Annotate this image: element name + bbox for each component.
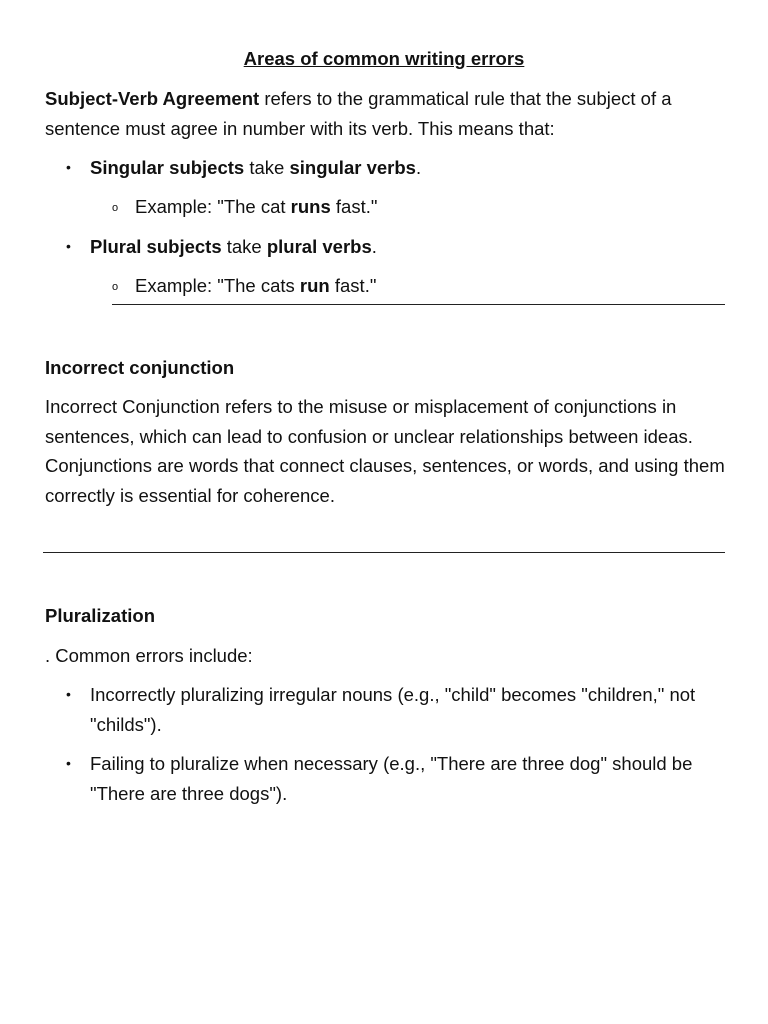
bullet-marker: • xyxy=(66,755,71,771)
document-title: Areas of common writing errors xyxy=(243,48,525,69)
example-singular xyxy=(135,192,725,222)
list-item-plural xyxy=(90,232,722,262)
section-divider xyxy=(43,552,725,553)
example-text: Example: "The cat xyxy=(135,196,291,217)
bullet-marker: • xyxy=(66,159,71,175)
bold-phrase: singular verbs xyxy=(289,157,416,178)
example-verb: runs xyxy=(290,196,331,217)
sub-bullet-marker: o xyxy=(112,281,119,293)
bold-phrase: Singular subjects xyxy=(90,157,245,178)
bold-phrase: Plural subjects xyxy=(90,236,222,257)
bullet-marker: • xyxy=(66,686,71,702)
example-verb: run xyxy=(299,275,330,296)
sub-bullet-marker: o xyxy=(112,202,119,214)
subject-verb-term: Subject-Verb Agreement xyxy=(45,88,260,109)
pluralization-heading: Pluralization xyxy=(45,605,155,626)
list-text: take xyxy=(244,157,290,178)
list-text: . xyxy=(371,236,377,257)
bullet-marker: • xyxy=(66,238,71,254)
subject-verb-paragraph xyxy=(45,84,727,143)
list-item-irregular-nouns: Incorrectly pluralizing irregular nouns (e.g., "child" becomes "children," not "childs"). xyxy=(90,684,696,735)
example-plural xyxy=(135,271,725,301)
conjunction-heading: Incorrect conjunction xyxy=(45,357,235,378)
section-divider xyxy=(112,304,725,305)
example-text: fast." xyxy=(330,196,378,217)
example-text: fast." xyxy=(329,275,377,296)
list-item-failing-to-pluralize: Failing to pluralize when necessary (e.g., "There are three dog" should be "There are three dogs"). xyxy=(90,753,693,804)
list-text: . xyxy=(415,157,422,178)
conjunction-paragraph: Incorrect Conjunction refers to the misuse or misplacement of conjunctions in sentences, which can lead to confusion or unclear relationships between ideas. Conjunctions are words that connect clauses, sentences, or words, and using them correctly is essential for coherence. xyxy=(45,396,725,506)
subject-verb-definition: refers to the grammatical rule that the subject of a sentence must agree in number with its verb. This means that: xyxy=(45,88,672,139)
example-text: Example: "The cats xyxy=(135,275,300,296)
pluralization-intro: . Common errors include: xyxy=(45,645,253,666)
bold-phrase: plural verbs xyxy=(266,236,372,257)
list-text: take xyxy=(221,236,267,257)
list-item-singular xyxy=(90,153,722,183)
